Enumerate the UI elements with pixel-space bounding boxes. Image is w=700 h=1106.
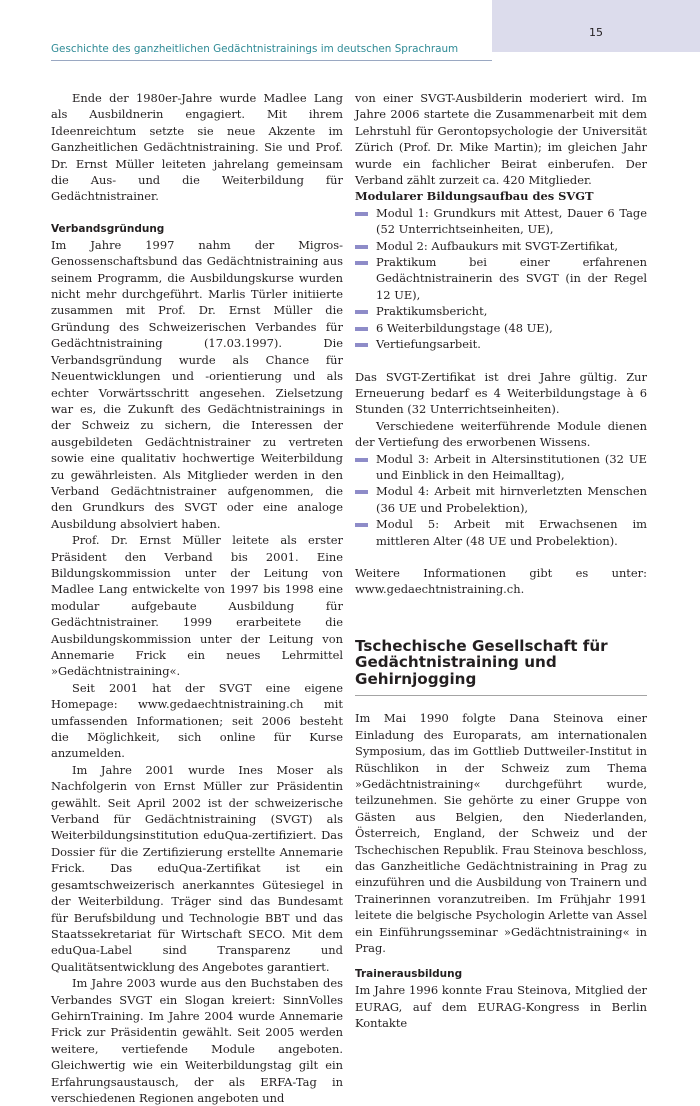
list-item: Modul 5: Arbeit mit Erwachsenen im mittleren Alter (48 UE und Probelektion). <box>355 516 647 549</box>
list-title: Modularer Bildungsaufbau des SVGT <box>355 189 594 204</box>
section-title: Tschechische Gesellschaft für Gedächtnistraining und Gehirnjogging <box>355 636 608 688</box>
paragraph: Im Jahre 1997 nahm der Migros-Genossenschaftsbund das Gedächtnistraining aus seinem Programm, die Ausbildungskurse wurden nicht mehr durchgeführt. Marlis Türler initiierte zusammen mit Prof. Dr. Ernst Müller die Gründung des Schweizerischen Verbandes für Gedächtnistraining (17.03.1997). Die Verbandsgründung wurde als Chance für Neuentwicklungen und -orientierung und als echter Vorwärtsschritt angesehen. Zielsetzung war es, die Zukunft des Gedächtnistrainings in der Schweiz zu sichern, die Interessen der ausgebildeten Gedächtnistrainer zu vertreten sowie eine qualitativ hochwertige Weiterbildung zu gewährleisten. Als Mitglieder werden in den Verband Gedächtnistrainer aufgenommen, die den Grundkurs des SVGT oder eine analoge Ausbildung absolviert haben. <box>51 237 343 531</box>
paragraph: Im Mai 1990 folgte Dana Steinova einer Einladung des Europarats, am internationalen Symposium, das im Gottlieb Duttweiler-Institut in Rüschlikon in der Schweiz zum Thema »Gedächtnistraining« durchgeführt wurde, teilzunehmen. Sie gehörte zu einer Gruppe von Gästen aus Belgien, den Niederlanden, Österreich, England, der Schweiz und der Tschechischen Republik. Frau Steinova beschloss, das Ganzheitliche Gedächtnistraining in Prag zu einzuführen und die Ausbildung von Trainern und Trainerinnen voranzutreiben. Im Frühjahr 1991 leitete die belgische Psychologin Arlette van Assel ein Einführungsseminar »Gedächtnistraining« in Prag. <box>355 711 647 955</box>
paragraph: Das SVGT-Zertifikat ist drei Jahre gültig. Zur Erneuerung bedarf es 4 Weiterbildungstage à 6 Stunden (32 Unterrichtseinheiten). <box>355 369 647 417</box>
list-item: Praktikum bei einer erfahrenen Gedächtnistrainerin des SVGT (in der Regel 12 UE), <box>355 254 647 303</box>
section-rule <box>355 695 647 696</box>
subheading-verbandsgruendung: Verbandsgründung <box>51 222 165 235</box>
info-paragraph: Weitere Informationen gibt es unter: www.gedaechtnistraining.ch. <box>355 565 647 597</box>
paragraph: Im Jahre 1996 konnte Frau Steinova, Mitglied der EURAG, auf dem EURAG-Kongress in Berlin Kontakte <box>355 983 647 1031</box>
paragraph: Verschiedene weiterführende Module dienen der Vertiefung des erworbenen Wissens. <box>355 418 647 450</box>
paragraph: von einer SVGT-Ausbilderin moderiert wird. Im Jahre 2006 startete die Zusammenarbeit mit dem Lehrstuhl für Gerontopsychologie der Universität Zürich (Prof. Dr. Mike Martin); im gleichen Jahr wurde ein fachlicher Beirat einberufen. Der Verband zählt zurzeit ca. 420 Mitglieder. <box>355 91 647 188</box>
right-column <box>355 90 647 1032</box>
paragraph: Im Jahre 2003 wurde aus den Buchstaben des Verbandes SVGT ein Slogan kreiert: SinnVolles GehirnTraining. Im Jahre 2004 wurde Annemarie Frick zur Präsidentin gewählt. Seit 2005 werden weitere, vertiefende Module angeboten. Gleichwertig wie ein Weiterbildungstag gilt ein Erfahrungsaustausch, der als ERFA-Tag in verschiedenen Regionen angeboten und <box>51 976 343 1105</box>
dash-bullet-icon <box>355 261 368 265</box>
paragraph: Prof. Dr. Ernst Müller leitete als erster Präsident den Verband bis 2001. Eine Bildungskommission unter der Leitung von Madlee Lang entwickelte von 1997 bis 1998 eine modular aufgebaute Ausbildung für Gedächtnistrainer. 1999 erarbeitete die Ausbildungskommission unter der Leitung von Annemarie Frick ein neues Lehrmittel »Gedächtnistraining«. <box>51 533 343 679</box>
list-item: Modul 1: Grundkurs mit Attest, Dauer 6 Tage (52 Unterrichtseinheiten, UE), <box>355 205 647 238</box>
dash-bullet-icon <box>355 212 368 216</box>
list-item: Vertiefungsarbeit. <box>355 336 647 352</box>
list-item: Modul 2: Aufbaukurs mit SVGT-Zertifikat, <box>355 238 647 254</box>
dash-bullet-icon <box>355 245 368 249</box>
page-number: 15 <box>589 26 603 39</box>
left-column <box>51 90 343 1106</box>
paragraph: Seit 2001 hat der SVGT eine eigene Homepage: www.gedaechtnistraining.ch mit umfassenden Informationen; seit 2006 besteht die Möglichkeit, sich online für Kurse anzumelden. <box>51 680 343 761</box>
list-item: Modul 4: Arbeit mit hirnverletzten Menschen (36 UE und Probelektion), <box>355 483 647 516</box>
dash-bullet-icon <box>355 327 368 331</box>
page-number-box <box>492 0 700 52</box>
running-header: Geschichte des ganzheitlichen Gedächtnistrainings im deutschen Sprachraum <box>51 43 459 55</box>
list-item: Modul 3: Arbeit in Altersinstitutionen (32 UE und Einblick in den Heimalltag), <box>355 451 647 484</box>
dash-bullet-icon <box>355 343 368 347</box>
dash-bullet-icon <box>355 523 368 527</box>
module-list <box>355 205 647 353</box>
paragraph: Ende der 1980er-Jahre wurde Madlee Lang als Ausbildnerin engagiert. Mit ihrem Ideenreichtum setzte sie neue Akzente im Ganzheitlichen Gedächtnistraining. Sie und Prof. Dr. Ernst Müller leiteten jahrelang gemeinsam die Aus- und die Weiterbildung für Gedächtnistrainer. <box>51 91 343 204</box>
subheading-trainerausbildung: Trainerausbildung <box>355 968 463 981</box>
dash-bullet-icon <box>355 310 368 314</box>
dash-bullet-icon <box>355 490 368 494</box>
list-item: Praktikumsbericht, <box>355 303 647 319</box>
list-item: 6 Weiterbildungstage (48 UE), <box>355 320 647 336</box>
paragraph: Im Jahre 2001 wurde Ines Moser als Nachfolgerin von Ernst Müller zur Präsidentin gewählt. Seit April 2002 ist der schweizerische Verband für Gedächtnistraining (SVGT) als Weiterbildungsinstitution eduQua-zertifiziert. Das Dossier für die Zertifizierung erstellte Annemarie Frick. Das eduQua-Zertifikat ist ein gesamtschweizerisch anerkanntes Gütesiegel in der Weiterbildung. Träger sind das Bundesamt für Berufsbildung und Technologie BBT und das Staatssekretariat für Wirtschaft SECO. Mit dem eduQua-Label sind Transparenz und Qualitätsentwicklung des Angebotes garantiert. <box>51 762 343 974</box>
advanced-module-list <box>355 451 647 549</box>
header-rule <box>51 60 492 61</box>
dash-bullet-icon <box>355 458 368 462</box>
